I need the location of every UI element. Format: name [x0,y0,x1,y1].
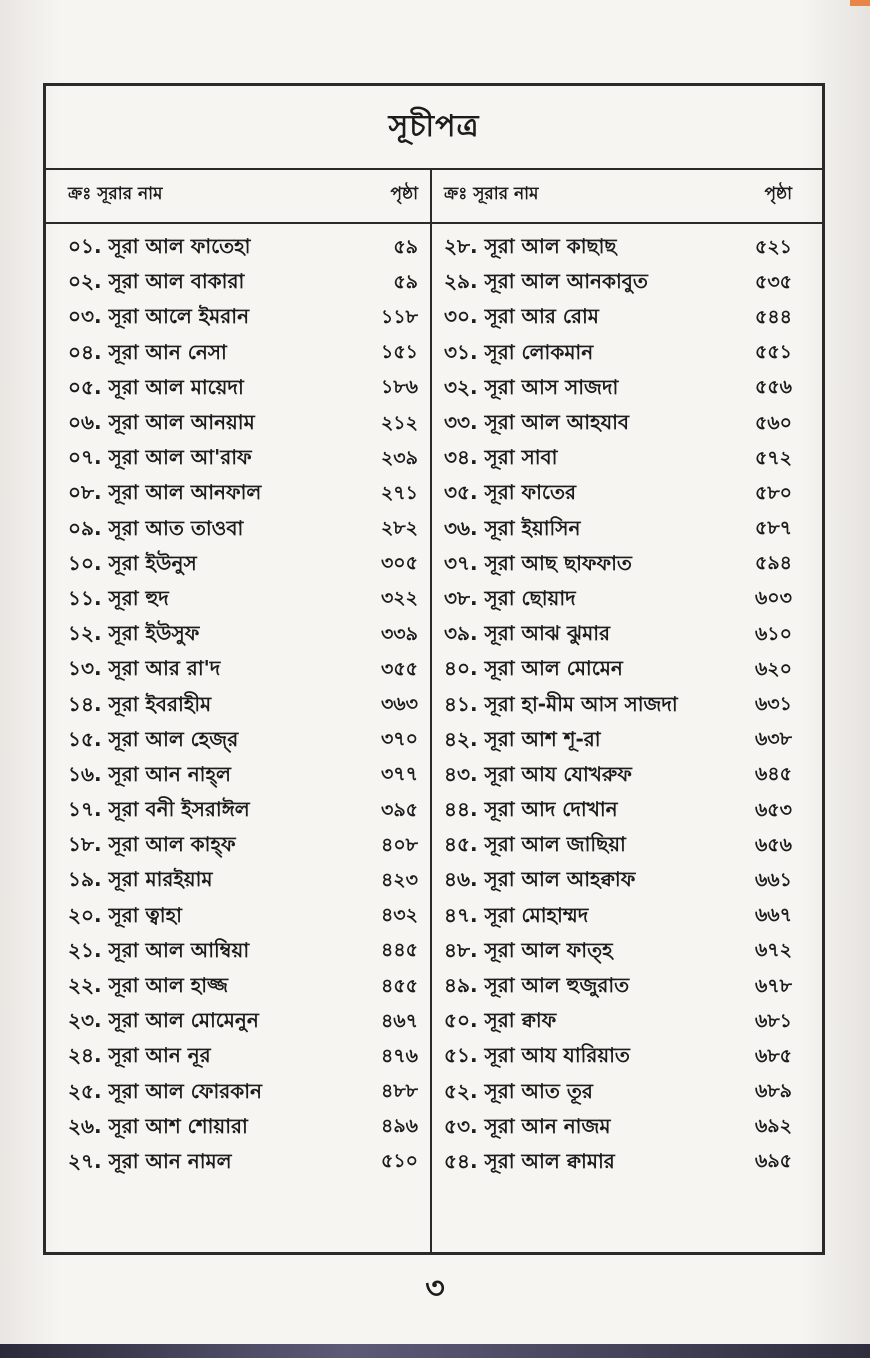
surah-name: ২২. সূরা আল হাজ্জ [68,973,229,998]
page-ref: ৬৫৩ [754,798,792,821]
page-ref: ৫৮০ [754,481,792,504]
toc-entry [68,301,418,336]
page-ref: ৫৯৪ [755,552,792,575]
surah-name: ৪৮. সূরা আল ফাত্‌হ [444,937,613,962]
surah-name: ৩১. সূরা লোকমান [444,339,594,364]
toc-entry [68,724,418,759]
surah-name: ১২. সূরা ইউসুফ [68,621,200,646]
toc-entry [68,653,418,688]
toc-entry [444,372,792,407]
page-ref: ৫১০ [380,1150,418,1173]
page-header: পৃষ্ঠা [764,184,792,204]
page-ref: ৩৩৯ [380,622,418,645]
toc-entry [444,266,792,301]
toc-entry [444,583,792,618]
title-row [46,86,822,170]
surah-name: ৫২. সূরা আত তূর [444,1078,593,1103]
surah-name: ০৩. সূরা আলে ইমরান [68,304,250,329]
toc-title: সূচীপত্র [388,108,480,144]
page-ref: ১৮৬ [380,376,418,399]
surah-name: ৩০. সূরা আর রোম [444,304,599,329]
page-ref: ৫৫১ [755,341,792,364]
toc-entry [68,372,418,407]
header-line [46,222,822,224]
surah-name: ২৮. সূরা আল কাছাছ [444,234,617,259]
page-ref: ৩২২ [380,587,418,610]
surah-name: ৩৫. সূরা ফাতের [444,480,576,505]
surah-name: ২৬. সূরা আশ শোয়ারা [68,1113,248,1138]
surah-name: ১৮. সূরা আল কাহ্‌ফ [68,832,236,857]
page-ref: ৬৮১ [754,1009,792,1032]
toc-entry [68,442,418,477]
page-ref: ৩৯৫ [380,798,418,821]
page-ref: ২১২ [380,411,418,434]
surah-name: ০১. সূরা আল ফাতেহা [68,234,251,259]
page-ref: ৬৪৫ [754,763,792,786]
page-ref: ৪৪৫ [381,939,418,962]
toc-entry [68,266,418,301]
surah-name: ২৭. সূরা আন নামল [68,1148,232,1173]
toc-entry [68,513,418,548]
surah-name: ০৭. সূরা আল আ'রাফ [68,445,252,470]
toc-entry [444,794,792,829]
page-header: পৃষ্ঠা [390,184,418,204]
toc-entry [444,548,792,583]
surah-name: ০৬. সূরা আল আনয়াম [68,410,255,435]
toc-entry [68,407,418,442]
surah-name: ১১. সূরা হুদ [68,585,169,610]
surah-name: ৪৬. সূরা আল আহক্বাফ [444,867,636,892]
right-column-header [444,168,792,222]
surah-name: ৪৩. সূরা আয যোখরুফ [444,761,632,786]
toc-entry [444,759,792,794]
toc-entry [444,688,792,723]
surah-name: ০৯. সূরা আত তাওবা [68,515,244,540]
toc-entry [68,1146,418,1181]
surah-name: ১৫. সূরা আল হেজ্‌র [68,726,239,751]
toc-entry [68,1005,418,1040]
surah-name: ৫৩. সূরা আন নাজম [444,1113,611,1138]
left-column-header [68,168,418,222]
surah-name: ৩৩. সূরা আল আহযাব [444,410,630,435]
serial-name-header: ক্রঃ সূরার নাম [68,184,163,204]
page-ref: ১৫১ [381,341,418,364]
toc-entry [68,548,418,583]
page-ref: ৪৫৫ [381,974,418,997]
surah-name: ৪২. সূরা আশ শূ-রা [444,726,601,751]
surah-name: ৫৪. সূরা আল ক্বামার [444,1148,615,1173]
toc-entry [68,970,418,1005]
surah-name: ১৪. সূরা ইবরাহীম [68,691,212,716]
page-ref: ৩৫৫ [380,657,418,680]
page-ref: ৬৭২ [754,939,792,962]
right-entry-list [444,231,792,1181]
surah-name: ০৫. সূরা আল মায়েদা [68,374,244,399]
surah-name: ১৩. সূরা আর রা'দ [68,656,221,681]
toc-entry [444,1005,792,1040]
corner-stripe [850,0,870,6]
surah-name: ৪৪. সূরা আদ দোখান [444,797,618,822]
surah-name: ৩৬. সূরা ইয়াসিন [444,515,581,540]
toc-entry [444,935,792,970]
toc-entry [444,231,792,266]
left-entry-list [68,231,418,1181]
surah-name: ১০. সূরা ইউনুস [68,550,197,575]
left-column [68,168,418,1173]
toc-entry [68,583,418,618]
page-ref: ৫৬০ [754,411,792,434]
serial-name-header: ক্রঃ সূরার নাম [444,184,539,204]
toc-entry [444,1076,792,1111]
page-ref: ৫৫৬ [754,376,792,399]
toc-entry [68,864,418,899]
page-ref: ৫৯ [393,270,418,293]
page-ref: ৩৭৭ [380,763,418,786]
page-ref: ৬৭৮ [754,974,792,997]
toc-entry [444,724,792,759]
page-ref: ৬৯৫ [754,1150,792,1173]
toc-entry [444,477,792,512]
page-ref: ৪৬৭ [380,1009,418,1032]
page-ref: ২৩৯ [380,446,418,469]
toc-entry [68,337,418,372]
surah-name: ৪০. সূরা আল মোমেন [444,656,623,681]
column-divider [430,168,432,1252]
surah-name: ৩৭. সূরা আছ ছাফফাত [444,550,632,575]
page-ref: ৬৬৭ [754,904,792,927]
toc-entry [444,900,792,935]
surah-name: ৪১. সূরা হা-মীম আস সাজদা [444,691,678,716]
toc-entry [68,794,418,829]
page-number: ৩ [425,1271,445,1306]
surah-name: ৪৯. সূরা আল হুজুরাত [444,973,630,998]
surah-name: ৪৫. সূরা আল জাছিয়া [444,832,626,857]
surah-name: ২০. সূরা ত্বাহা [68,902,182,927]
toc-entry [444,864,792,899]
page-ref: ৬১০ [754,622,792,645]
surah-name: ১৭. সূরা বনী ইসরাঈল [68,797,250,822]
surah-name: ১৬. সূরা আন নাহ্‌ল [68,761,231,786]
surah-name: ২১. সূরা আল আম্বিয়া [68,937,250,962]
toc-entry [68,935,418,970]
page-ref: ১১৮ [381,305,418,328]
toc-entry [68,900,418,935]
page-ref: ৫২১ [754,235,792,258]
toc-entry [444,970,792,1005]
surah-name: ০৪. সূরা আন নেসা [68,339,227,364]
page-ref: ৬৩১ [754,693,792,716]
surah-name: ৩৪. সূরা সাবা [444,445,558,470]
page-ref: ৬৯২ [754,1115,792,1138]
page-ref: ৪৩২ [380,904,418,927]
surah-name: ২৫. সূরা আল ফোরকান [68,1078,262,1103]
page-ref: ৬৫৬ [754,833,792,856]
right-column [444,168,792,1173]
page-ref: ২৭১ [380,481,418,504]
toc-entry [68,477,418,512]
surah-name: ২৩. সূরা আল মোমেনুন [68,1008,259,1033]
toc-entry [68,829,418,864]
page-ref: ৬৬১ [754,868,792,891]
surah-name: ০২. সূরা আল বাকারা [68,269,245,294]
page-ref: ২৮২ [380,517,418,540]
toc-entry [68,618,418,653]
toc-frame [43,83,825,1255]
bottom-strip [0,1344,870,1358]
surah-name: ৩৯. সূরা আঝ ঝুমার [444,621,610,646]
page-ref: ৫৯ [393,235,418,258]
surah-name: ৫০. সূরা ক্বাফ [444,1008,557,1033]
surah-name: ৫১. সূরা আয যারিয়াত [444,1043,630,1068]
page-ref: ৪৮৮ [381,1080,418,1103]
page-ref: ৪৯৬ [380,1115,418,1138]
page-ref: ৬৮৯ [754,1080,792,1103]
toc-entry [444,1146,792,1181]
surah-name: ৩৮. সূরা ছোয়াদ [444,585,576,610]
page-ref: ৩৭০ [380,728,418,751]
toc-entry [68,1076,418,1111]
page-ref: ৩০৫ [380,552,418,575]
page-ref: ৬২০ [754,657,792,680]
toc-entry [444,1040,792,1075]
page-ref: ৫৪৪ [755,305,792,328]
toc-entry [68,1111,418,1146]
toc-entry [444,618,792,653]
page-ref: ৫৩৫ [754,270,792,293]
toc-entry [444,442,792,477]
page-ref: ৬০৩ [754,587,792,610]
toc-entry [444,407,792,442]
page-ref: ৩৬৩ [380,693,418,716]
page-ref: ৬৮৫ [754,1044,792,1067]
surah-name: ১৯. সূরা মারইয়াম [68,867,213,892]
toc-entry [444,829,792,864]
page-ref: ৪৭৬ [380,1044,418,1067]
page-ref: ৪০৮ [380,833,418,856]
toc-entry [444,301,792,336]
surah-name: ৪৭. সূরা মোহাম্মদ [444,902,589,927]
toc-entry [444,513,792,548]
toc-entry [444,1111,792,1146]
toc-entry [68,231,418,266]
surah-name: ৩২. সূরা আস সাজদা [444,374,619,399]
toc-entry [68,1040,418,1075]
toc-entry [444,653,792,688]
page-ref: ৪২৩ [380,868,418,891]
page-ref: ৫৮৭ [754,517,792,540]
surah-name: ২৪. সূরা আন নূর [68,1043,211,1068]
surah-name: ২৯. সূরা আল আনকাবুত [444,269,648,294]
page-ref: ৬৩৮ [754,728,792,751]
toc-entry [68,759,418,794]
toc-entry [68,688,418,723]
page-ref: ৫৭২ [754,446,792,469]
surah-name: ০৮. সূরা আল আনফাল [68,480,262,505]
toc-entry [444,337,792,372]
